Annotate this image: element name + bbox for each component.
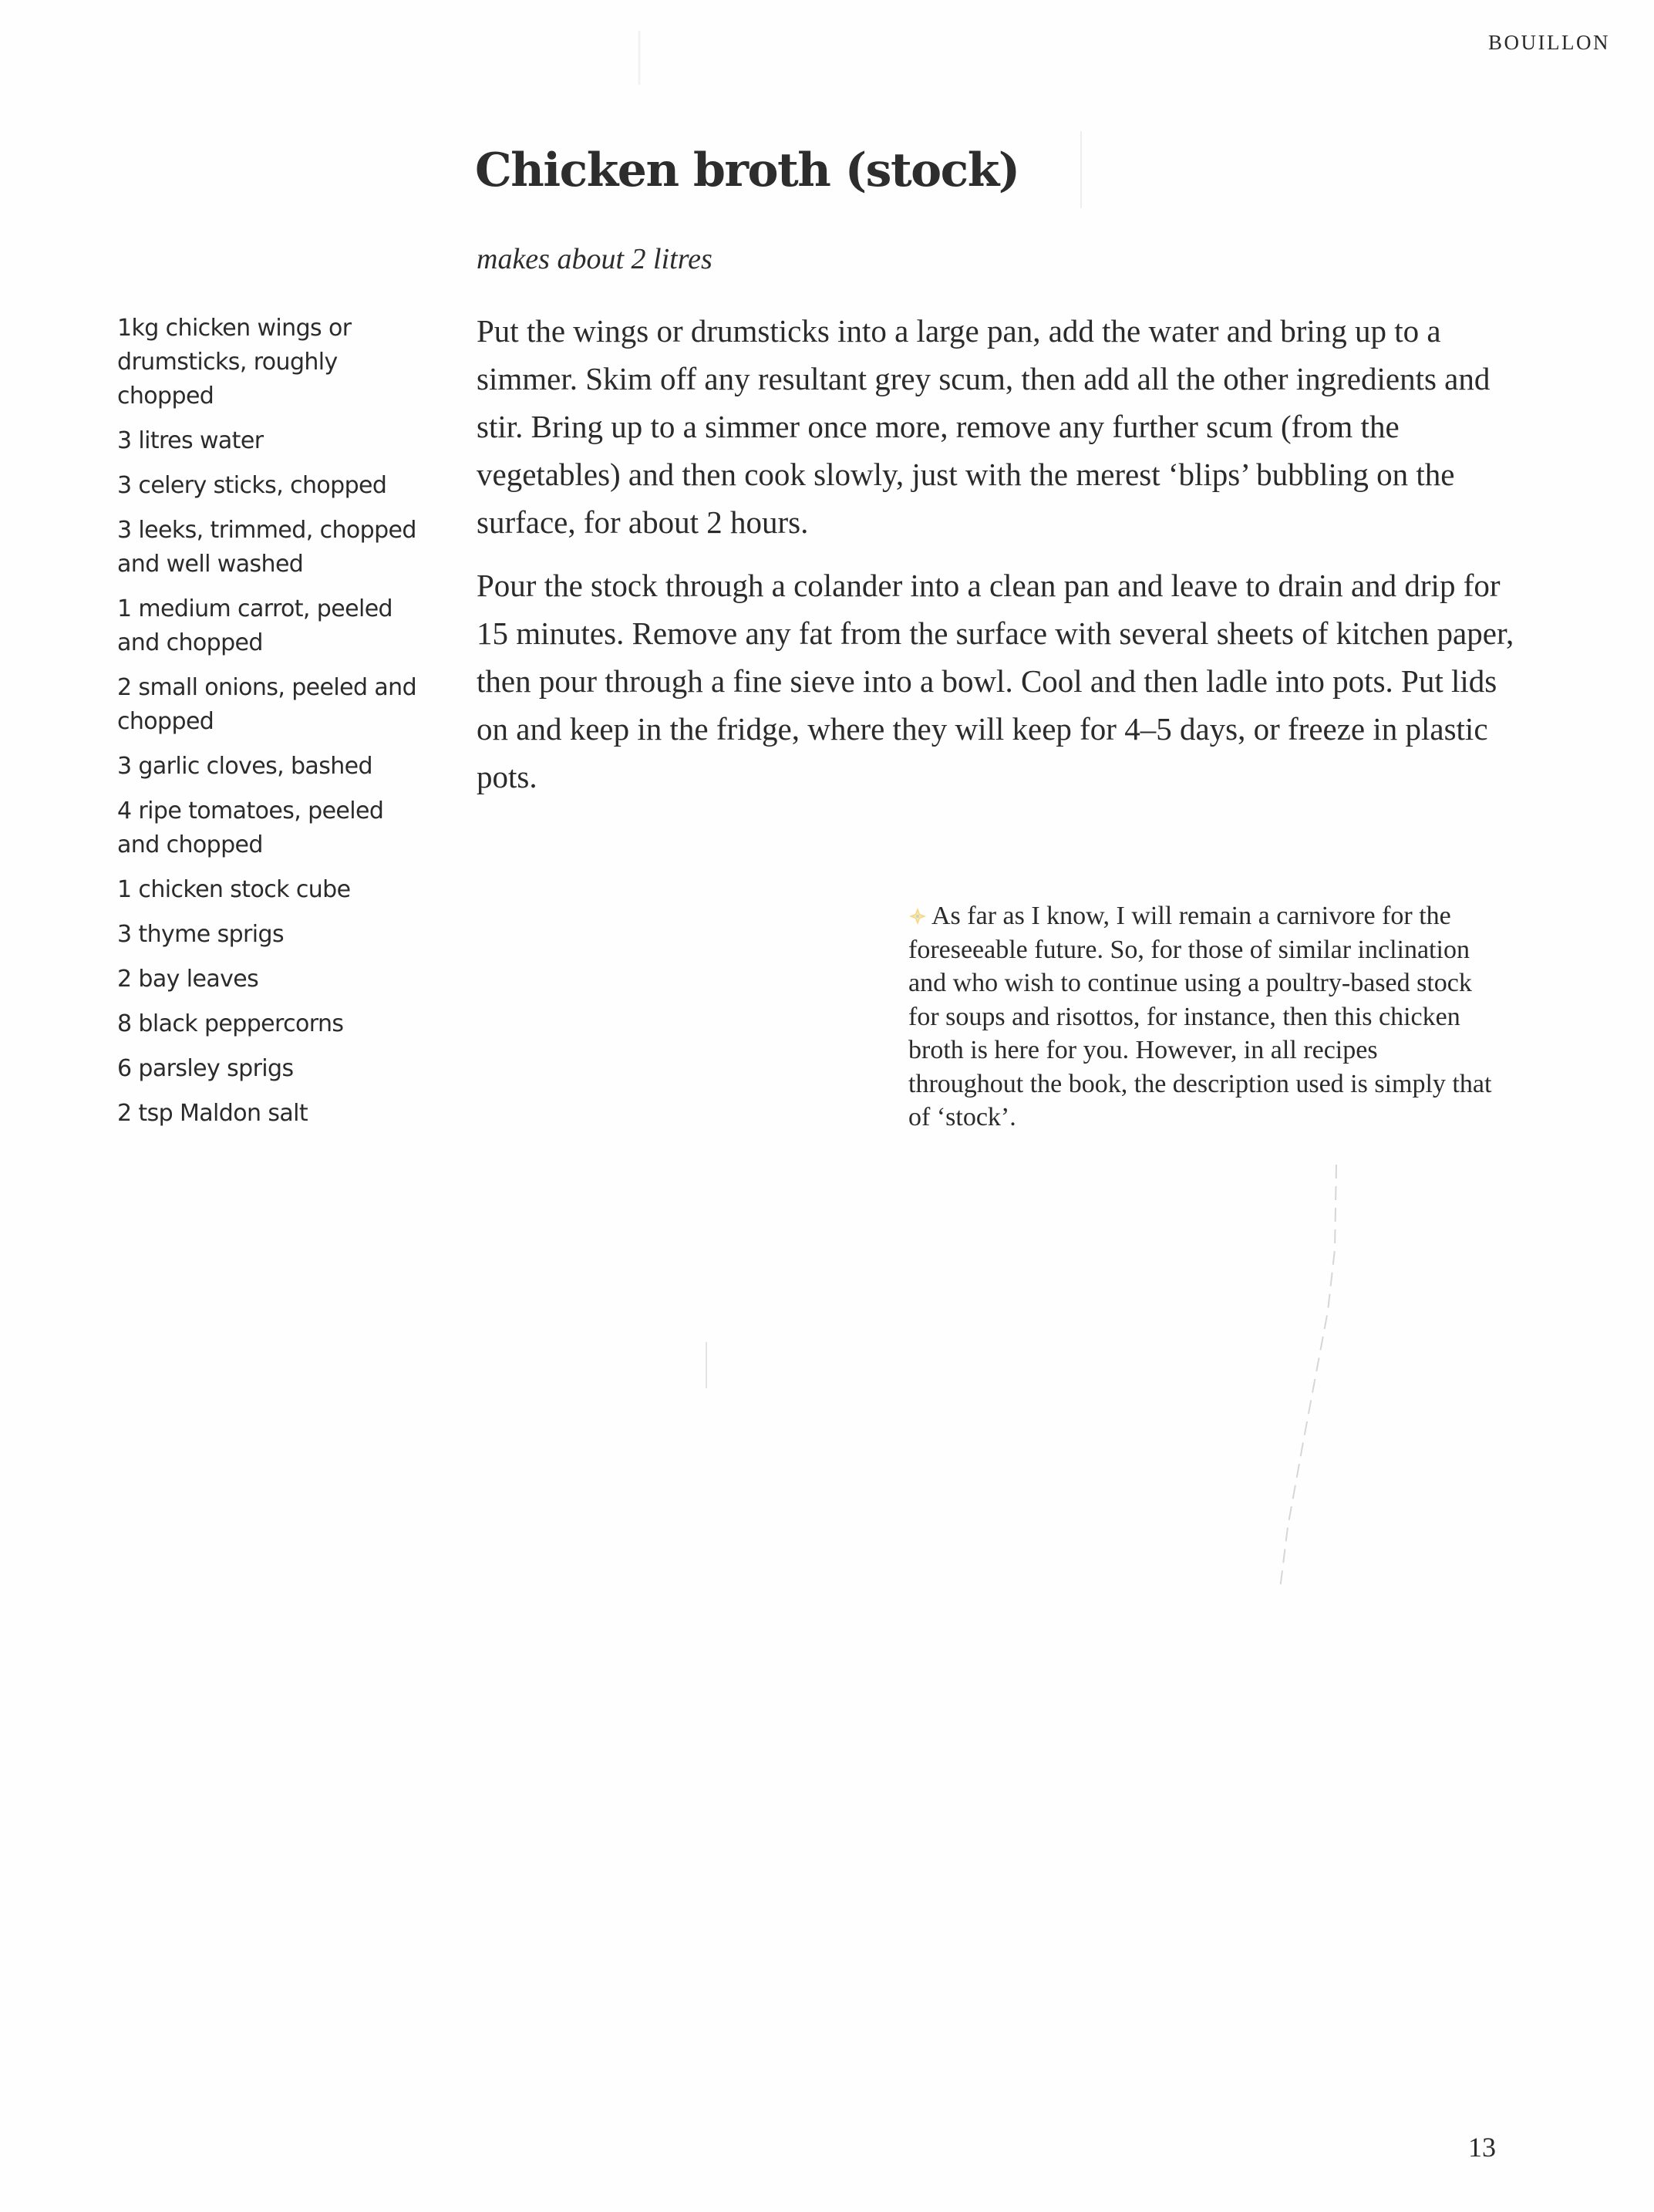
ingredient-item: 1kg chicken wings or drumsticks, roughly chopped [117, 315, 352, 410]
ingredient-item: 8 black peppercorns [117, 1010, 344, 1037]
ingredient-item: 4 ripe tomatoes, peeled and chopped [117, 797, 384, 858]
method-paragraph: Pour the stock through a colander into a clean pan and leave to drain and drip for 15 minutes. Remove any fat from the surface with several sheets of kitchen paper, then pour through a fine sieve into a bowl. Cool and then ladle into pots. Put lids on and keep in the fridge, where they will keep for 4–5 days, or freeze in plastic pots. [477, 568, 1514, 794]
ingredient-item: 6 parsley sprigs [117, 1055, 294, 1082]
ingredient-item: 1 medium carrot, peeled and chopped [117, 595, 392, 656]
recipe-title: Chicken broth (stock) [475, 143, 1019, 197]
ingredient-item: 2 bay leaves [117, 966, 259, 993]
ingredient-item: 3 leeks, trimmed, chopped and well washed [117, 517, 416, 578]
ingredient-item: 1 chicken stock cube [117, 876, 351, 903]
ingredient-item: 2 tsp Maldon salt [117, 1100, 308, 1127]
ingredient-item: 3 thyme sprigs [117, 921, 284, 948]
running-head: BOUILLON [1488, 31, 1610, 54]
ingredient-item: 3 litres water [117, 427, 264, 454]
recipe-yield: makes about 2 litres [477, 243, 712, 275]
ingredient-item: 3 garlic cloves, bashed [117, 753, 372, 780]
ingredients-list [117, 312, 426, 1141]
method-text [477, 307, 1525, 816]
diamond-ornament-icon [908, 901, 927, 919]
method-paragraph: Put the wings or drumsticks into a large pan, add the water and bring up to a simmer. Skim off any resultant grey scum, then add all the other ingredients and stir. Bring up to a simmer once more, remove any further scum (from the vegetables) and then cook slowly, just with the merest ‘blips’ bubbling on the surface, for about 2 hours. [477, 313, 1491, 540]
author-note-text: As far as I know, I will remain a carnivore for the foreseeable future. So, for those of similar inclination and who wish to continue using a poultry-based stock for soups and risottos, for instance, then this chicken broth is here for you. However, in all recipes throughout the book, the description used is simply that of ‘stock’. [908, 902, 1492, 1131]
page-number: 13 [1468, 2132, 1496, 2163]
ingredient-item: 3 celery sticks, chopped [117, 472, 387, 499]
author-note [908, 899, 1494, 1135]
ingredient-item: 2 small onions, peeled and chopped [117, 674, 417, 735]
